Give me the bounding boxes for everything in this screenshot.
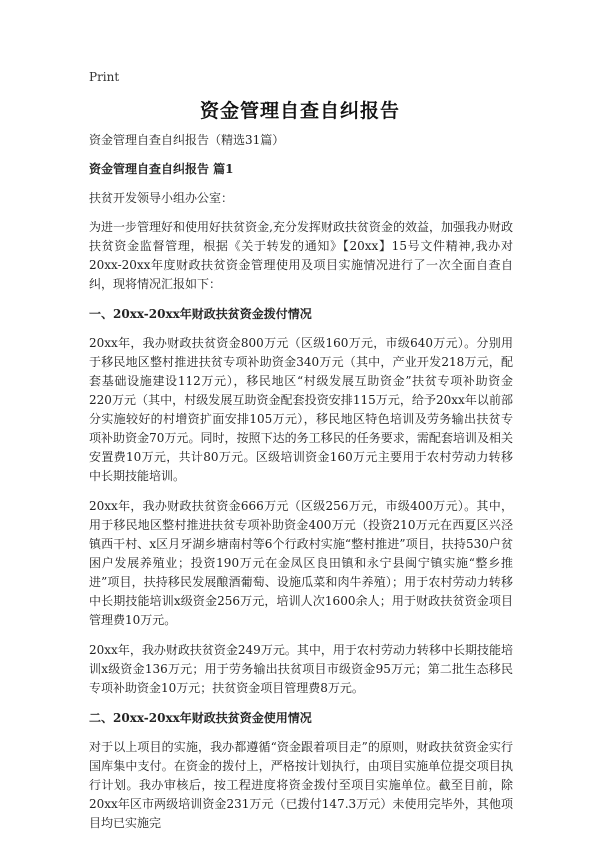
document-title: 资金管理自查自纠报告 [199, 100, 400, 122]
print-label: Print [89, 70, 120, 84]
document-body [89, 131, 513, 844]
section-2-heading: 二、20xx-20xx年财政扶贫资金使用情况 [89, 711, 312, 725]
salutation: 扶贫开发领导小组办公室： [89, 191, 234, 205]
intro-paragraph: 为进一步管理好和使用好扶贫资金,充分发挥财政扶贫资金的效益，加强我办财政扶贫资金监督管理，根据《关于转发的通知》【20xx】15号文件精神,我办对20xx-20xx年度财政扶贫资金管理使用及项目实施情况进行了一次全面自查自纠，现将情况汇报如下： [89, 220, 513, 291]
section-1-paragraph-3: 20xx年，我办财政扶贫资金249万元。其中，用于农村劳动力转移中长期技能培训x级资金136万元；用于劳务输出扶贫项目市级资金95万元；第二批生态移民专项补助资金10万元；扶贫资金项目管理费8万元。 [89, 643, 513, 695]
section-1-heading: 一、20xx-20xx年财政扶贫资金拨付情况 [89, 307, 312, 321]
section-2-paragraph-1: 对于以上项目的实施，我办都遵循“资金跟着项目走”的原则，财政扶贫资金实行国库集中支付。在资金的拨付上，严格按计划执行，由项目实施单位提交项目执行计划。我办审核后，按工程进度将资金拨付至项目实施单位。截至目前，除20xx年区市两级培训资金231万元（已拨付147.3万元）未使用完毕外，其他项目均已实施完 [89, 740, 513, 830]
section-1-paragraph-1: 20xx年，我办财政扶贫资金800万元（区级160万元，市级640万元）。分别用于移民地区整村推进扶贫专项补助资金340万元（其中，产业开发218万元，配套基础设施建设112万元），移民地区“村级发展互助资金”扶贫专项补助资金220万元（其中，村级发展互助资金配套投资安排115万元，给予20xx年以前部分实施较好的村增资扩面安排105万元），移民地区特色培训及劳务输出扶贫专项补助资金70万元。同时，按照下达的务工移民的任务要求，需配套培训及相关安置费10万元，共计80万元。区级培训资金160万元主要用于农村劳动力转移中长期技能培训。 [89, 336, 513, 483]
document-subtitle: 资金管理自查自纠报告（精选31篇） [89, 133, 285, 147]
section-1-paragraph-2: 20xx年，我办财政扶贫资金666万元（区级256万元，市级400万元）。其中，用于移民地区整村推进扶贫专项补助资金400万元（投资210万元在西夏区兴泾镇西干村、x区月牙湖乡塘南村等6个行政村实施“整村推进”项目，扶持530户贫困户发展养殖业；投资190万元在金凤区良田镇和永宁县闽宁镇实施“整乡推进”项目，扶持移民发展酿酒葡萄、设施瓜菜和肉牛养殖）；用于农村劳动力转移中长期技能培训x级资金256万元，培训人次1600余人；用于财政扶贫资金项目管理费10万元。 [89, 499, 513, 627]
part-heading: 资金管理自查自纠报告 篇1 [89, 162, 234, 176]
